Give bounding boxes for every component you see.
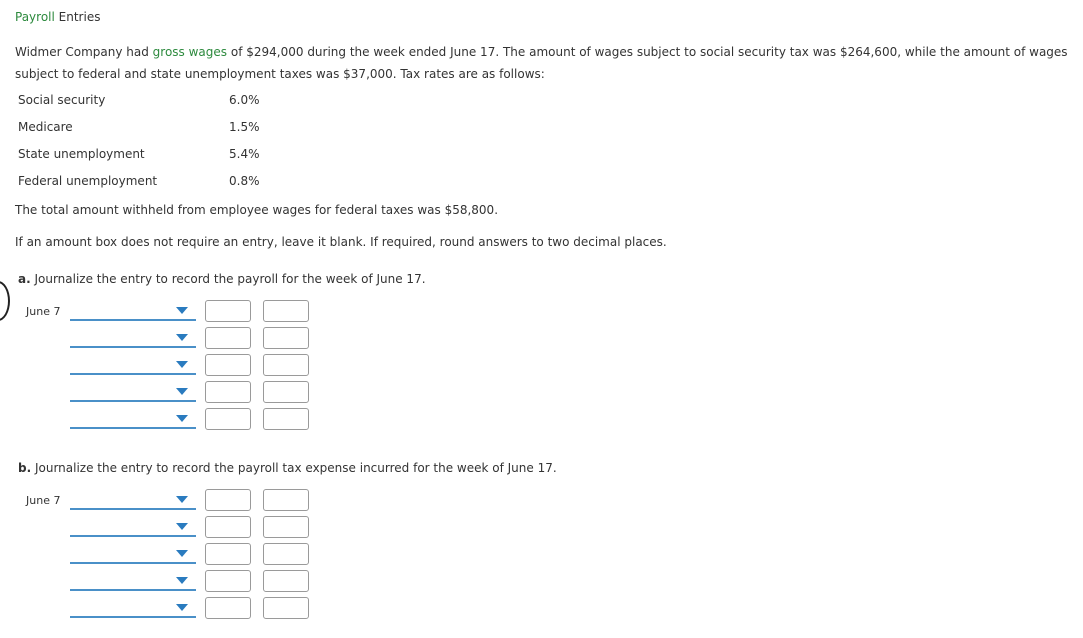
withheld-note: The total amount withheld from employee wages for federal taxes was $58,800.	[15, 203, 499, 217]
rate-value-social-security: 6.0%	[229, 93, 260, 107]
credit-input[interactable]	[263, 327, 309, 349]
account-dropdown[interactable]	[70, 542, 196, 564]
debit-input[interactable]	[205, 597, 251, 619]
problem-statement	[15, 41, 1083, 85]
credit-input[interactable]	[263, 489, 309, 511]
dropdown-caret-icon	[176, 496, 188, 503]
account-dropdown[interactable]	[70, 380, 196, 402]
dropdown-caret-icon	[176, 361, 188, 368]
dropdown-caret-icon	[176, 307, 188, 314]
part-b-letter: b.	[18, 461, 32, 475]
debit-input[interactable]	[205, 327, 251, 349]
dropdown-caret-icon	[176, 577, 188, 584]
rate-value-federal-unemployment: 0.8%	[229, 174, 260, 188]
part-b-date: June 7	[26, 494, 61, 507]
debit-input[interactable]	[205, 570, 251, 592]
credit-input[interactable]	[263, 354, 309, 376]
title-payroll: Payroll	[15, 10, 55, 24]
credit-input[interactable]	[263, 516, 309, 538]
account-dropdown[interactable]	[70, 407, 196, 429]
dropdown-caret-icon	[176, 604, 188, 611]
account-dropdown[interactable]	[70, 488, 196, 510]
debit-input[interactable]	[205, 300, 251, 322]
problem-text-2: of $294,000 during the week ended June 17. The amount of wages subject to social security tax was $264,600, while the amount of wages subject to federal and state unemployment taxes was $37,000. Tax rates are as follows:	[15, 45, 1068, 81]
account-dropdown[interactable]	[70, 569, 196, 591]
debit-input[interactable]	[205, 489, 251, 511]
credit-input[interactable]	[263, 543, 309, 565]
debit-input[interactable]	[205, 381, 251, 403]
account-dropdown[interactable]	[70, 299, 196, 321]
part-a-letter: a.	[18, 272, 31, 286]
part-a-heading	[18, 272, 426, 286]
side-bracket-icon	[0, 281, 10, 321]
credit-input[interactable]	[263, 570, 309, 592]
rate-label-state-unemployment: State unemployment	[18, 147, 145, 161]
title-entries: Entries	[54, 10, 101, 24]
gross-wages-link[interactable]: gross wages	[152, 45, 228, 59]
debit-input[interactable]	[205, 516, 251, 538]
instructions-note: If an amount box does not require an entry, leave it blank. If required, round answers to two decimal places.	[15, 235, 667, 249]
dropdown-caret-icon	[176, 550, 188, 557]
credit-input[interactable]	[263, 300, 309, 322]
rate-value-state-unemployment: 5.4%	[229, 147, 260, 161]
dropdown-caret-icon	[176, 334, 188, 341]
account-dropdown[interactable]	[70, 353, 196, 375]
dropdown-caret-icon	[176, 523, 188, 530]
credit-input[interactable]	[263, 408, 309, 430]
debit-input[interactable]	[205, 354, 251, 376]
account-dropdown[interactable]	[70, 326, 196, 348]
part-b-prompt: Journalize the entry to record the payroll tax expense incurred for the week of June 17.	[31, 461, 557, 475]
dropdown-caret-icon	[176, 415, 188, 422]
part-a-prompt: Journalize the entry to record the payroll for the week of June 17.	[30, 272, 426, 286]
part-a-date: June 7	[26, 305, 61, 318]
debit-input[interactable]	[205, 543, 251, 565]
rate-label-social-security: Social security	[18, 93, 106, 107]
rate-label-medicare: Medicare	[18, 120, 73, 134]
account-dropdown[interactable]	[70, 515, 196, 537]
part-b-heading	[18, 461, 557, 475]
page-title	[15, 10, 100, 24]
account-dropdown[interactable]	[70, 596, 196, 618]
credit-input[interactable]	[263, 597, 309, 619]
dropdown-caret-icon	[176, 388, 188, 395]
rate-value-medicare: 1.5%	[229, 120, 260, 134]
rate-label-federal-unemployment: Federal unemployment	[18, 174, 158, 188]
credit-input[interactable]	[263, 381, 309, 403]
problem-text-1: Widmer Company had	[15, 45, 153, 59]
debit-input[interactable]	[205, 408, 251, 430]
